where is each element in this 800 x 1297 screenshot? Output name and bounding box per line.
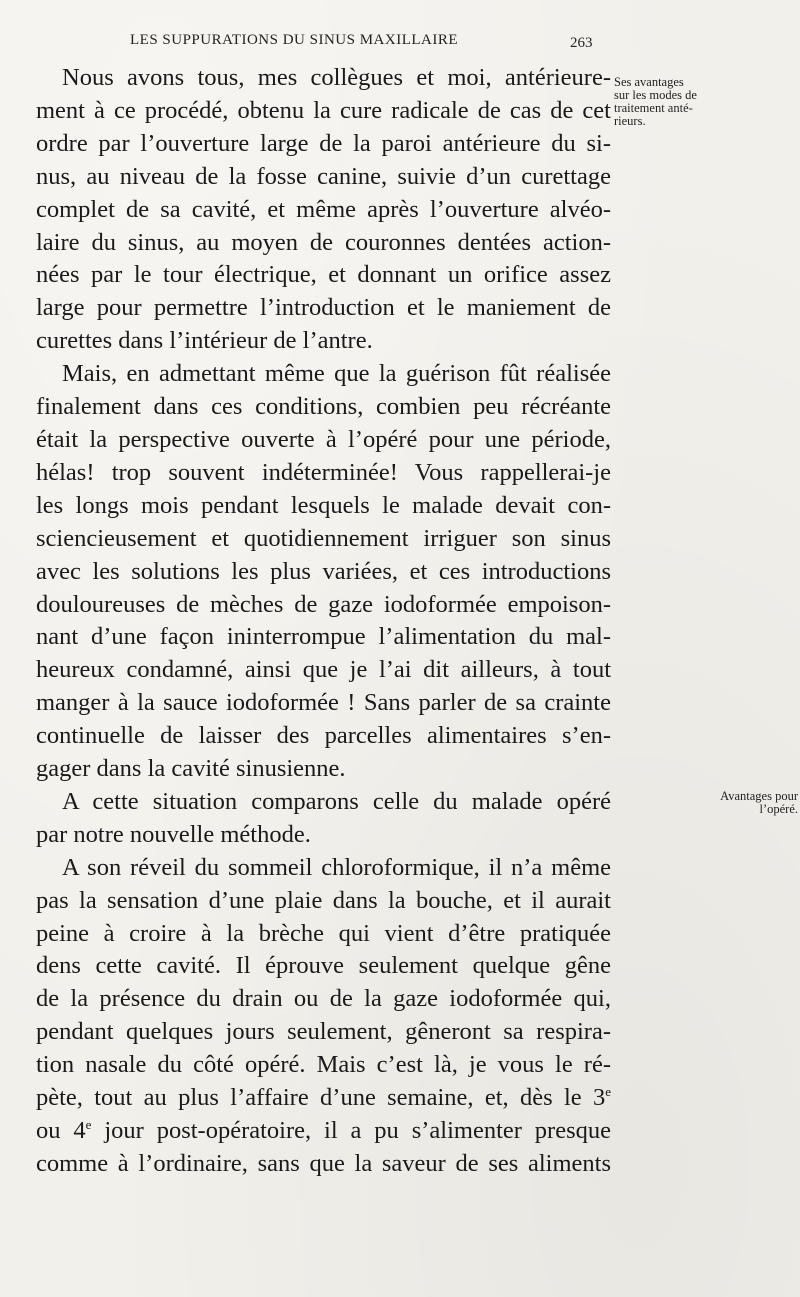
- text-line: douloureuses de mèches de gaze iodoformée empoison-: [36, 590, 611, 618]
- margin-note-advantages-patient: [620, 790, 798, 816]
- text-line: nus, au niveau de la fosse canine, suivie d’un curettage: [36, 162, 611, 190]
- text-line: peine à croire à la brèche qui vient d’être pratiquée: [36, 919, 611, 947]
- text-line: dens cette cavité. Il éprouve seulement quelque gêne: [36, 952, 611, 980]
- text-line: ment à ce procédé, obtenu la cure radicale de cas de cet: [36, 96, 611, 124]
- text-line: complet de sa cavité, et même après l’ouverture alvéo-: [36, 195, 611, 223]
- text-line: gager dans la cavité sinusienne.: [36, 755, 346, 783]
- text-line: nant d’une façon ininterrompue l’alimentation du mal-: [36, 623, 611, 651]
- text-line: Nous avons tous, mes collègues et moi, antérieure-: [62, 64, 611, 91]
- text-line: ordre par l’ouverture large de la paroi antérieure du si-: [36, 129, 611, 157]
- text-line: [36, 1082, 611, 1115]
- text-line: hélas! trop souvent indéterminée! Vous rappellerai-je: [36, 458, 611, 486]
- text-line: A son réveil du sommeil chloroformique, il n’a même: [62, 853, 611, 881]
- margin-note-line: traitement anté-: [614, 101, 693, 115]
- text-line: était la perspective ouverte à l’opéré pour une période,: [36, 425, 611, 453]
- text-line: avec les solutions les plus variées, et ces introductions: [36, 557, 611, 585]
- text-line: Mais, en admettant même que la guérison fût réalisée: [62, 360, 611, 388]
- margin-note-line: Avantages pour: [720, 789, 798, 803]
- text-fragment: pète, tout au plus l’affaire d’une semaine, et, dès le 3: [36, 1084, 606, 1112]
- text-line: sciencieusement et quotidiennement irriguer son sinus: [36, 524, 611, 552]
- text-line: heureux condamné, ainsi que je l’ai dit ailleurs, à tout: [36, 656, 611, 684]
- body-text: [36, 62, 611, 1181]
- margin-note-line: Ses avantages: [614, 75, 684, 89]
- text-line: large pour permettre l’introduction et le maniement de: [36, 294, 611, 322]
- paragraph-2: [36, 358, 611, 786]
- paragraph-4: [36, 852, 611, 1181]
- text-line: par notre nouvelle méthode.: [36, 820, 311, 848]
- page-number: 263: [570, 35, 593, 51]
- superscript-e: e: [605, 1084, 611, 1100]
- paragraph-1: [36, 62, 611, 358]
- text-line: laire du sinus, au moyen de couronnes dentées action-: [36, 228, 611, 256]
- text-line: les longs mois pendant lesquels le malade devait con-: [36, 491, 611, 519]
- text-line: [36, 1115, 611, 1148]
- text-line: curettes dans l’intérieur de l’antre.: [36, 327, 373, 355]
- text-fragment: jour post-opératoire, il a pu s’alimenter presque: [91, 1117, 611, 1144]
- superscript-e: e: [85, 1117, 92, 1132]
- margin-note-advantages-previous-methods: [614, 76, 794, 128]
- text-line: continuelle de laisser des parcelles alimentaires s’en-: [36, 722, 611, 750]
- text-line: manger à la sauce iodoformée ! Sans parler de sa crainte: [36, 689, 611, 717]
- text-line: tion nasale du côté opéré. Mais c’est là, je vous le ré-: [36, 1051, 611, 1079]
- margin-note-line: rieurs.: [614, 114, 646, 128]
- text-line: pendant quelques jours seulement, gêneront sa respira-: [36, 1018, 611, 1046]
- text-line: de la présence du drain ou de la gaze iodoformée qui,: [36, 985, 611, 1013]
- text-line: pas la sensation d’une plaie dans la bouche, et il aurait: [36, 886, 611, 914]
- margin-note-line: l’opéré.: [759, 802, 798, 816]
- paragraph-3: [36, 786, 611, 852]
- text-line: comme à l’ordinaire, sans que la saveur de ses aliments: [36, 1149, 611, 1177]
- running-title: LES SUPPURATIONS DU SINUS MAXILLAIRE: [130, 32, 459, 48]
- text-line: finalement dans ces conditions, combien peu récréante: [36, 393, 611, 421]
- text-fragment: ou 4: [36, 1117, 86, 1144]
- margin-note-line: sur les modes de: [614, 88, 697, 102]
- text-line: nées par le tour électrique, et donnant un orifice assez: [36, 261, 611, 289]
- text-line: A cette situation comparons celle du malade opéré: [62, 787, 611, 815]
